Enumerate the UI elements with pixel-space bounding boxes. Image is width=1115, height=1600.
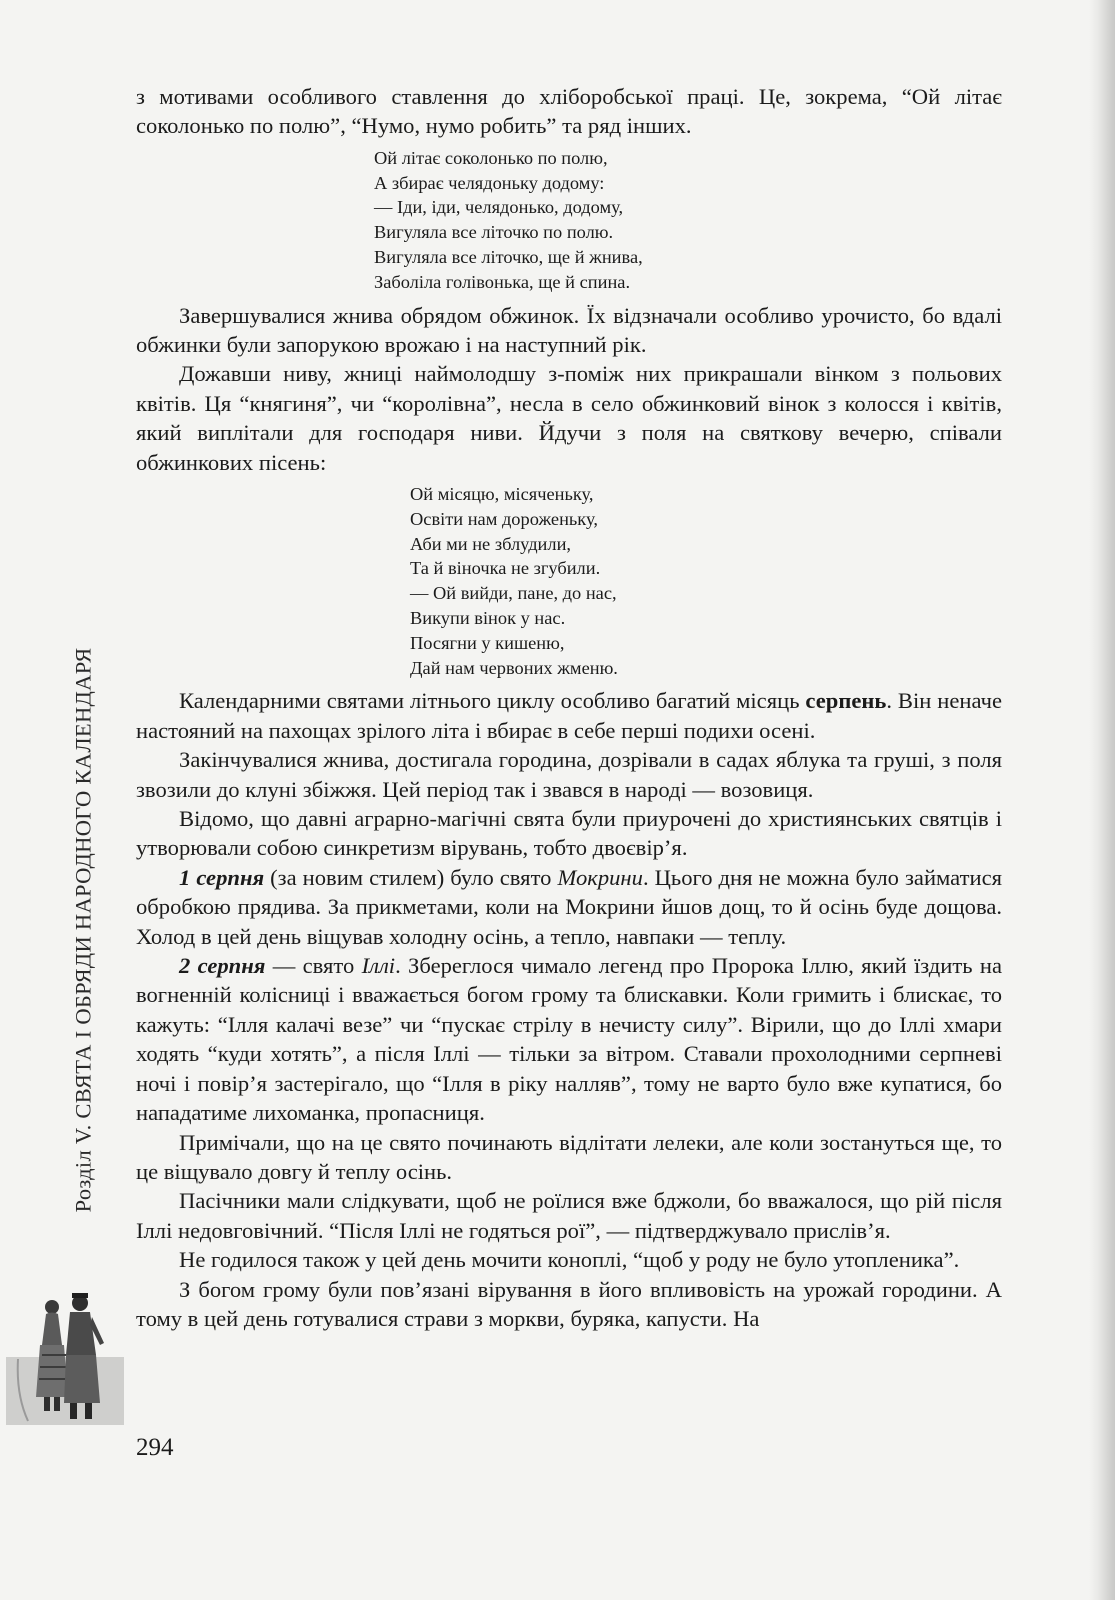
poem-line: — Іди, іди, челядонько, додому, — [374, 197, 624, 218]
date-term: 1 серпня — [179, 864, 265, 890]
poem-misiatsiu — [136, 482, 1002, 680]
text-run: (за новим стилем) було свято — [264, 864, 558, 890]
poem-line: Аби ми не зблудили, — [410, 533, 572, 554]
paragraph — [136, 686, 1002, 745]
paragraph — [136, 863, 1002, 951]
poem-line: Викупи вінок у нас. — [410, 608, 566, 629]
paragraph — [136, 951, 1002, 1127]
paragraph: Пасічники мали слідкувати, щоб не роїлися вже бджоли, бо вважалося, що рій після Іллі недовговічний. “Після Іллі не годяться рої”, — підтверджувало прислів’я. — [136, 1188, 1002, 1243]
text-run: . Він неначе настояний на пахощах зрілого літа і вбирає в себе перші подихи осені. — [136, 688, 1002, 743]
poem-line: Та й віночка не згубили. — [410, 558, 601, 579]
holiday-name: Мокрини — [557, 864, 643, 890]
month-term: серпень — [805, 688, 887, 714]
text-run: Календарними святами літнього циклу особливо багатий місяць — [179, 688, 806, 714]
holiday-name: Іллі — [361, 953, 396, 979]
poem-sokolonko — [136, 146, 1002, 295]
paragraph: З богом грому були пов’язані вірування в його впливовість на урожай городини. А тому в цей день готувалися страви з моркви, буряка, капусти. На — [136, 1276, 1002, 1331]
page-body — [136, 82, 1002, 1333]
poem-line: Дай нам червоних жменю. — [410, 657, 618, 678]
page-edge-shadow — [1089, 0, 1115, 1600]
poem-line: Посягни у кишеню, — [410, 632, 565, 653]
paragraph: Відомо, що давні аграрно-магічні свята були приурочені до християнських святців і утворювали собою синкретизм вірувань, тобто двоєвір’я. — [136, 806, 1002, 861]
running-title-vertical — [58, 600, 108, 1260]
text-run: . Цього дня не можна було займатися обробкою прядива. За прикметами, коли на Мокрини йшов дощ, то й осінь буде дощова. Холод в цей день віщував холодну осінь, а тепло, навпаки — теплу. — [136, 864, 1003, 949]
running-title-text: Розділ V. СВЯТА І ОБРЯДИ НАРОДНОГО КАЛЕНДАРЯ — [70, 647, 95, 1213]
page-number: 294 — [136, 1434, 174, 1461]
text-run: . Збереглося чимало легенд про Пророка Іллю, який їздить на вогненній колісниці і вважається богом грому та блискавки. Коли гримить і блискає, то кажуть: “Ілля калачі везе” чи “пускає стрілу в нечисту силу”. Вірили, що до Іллі хмари ходять “куди хотять”, а після Іллі — тільки за вітром. Ставали прохолодними серпневі ночі і повір’я застерігало, що “Ілля в ріку налляв”, тому не варто було вже купатися, бо нападатиме лихоманка, пропасниця. — [136, 953, 1002, 1126]
paragraph: Дожавши ниву, жниці наймолодшу з-поміж них прикрашали вінком з польових квітів. Ця “княгиня”, чи “королівна”, несла в село обжинковий вінок з колосся і квітів, який виплітали для господаря ниви. Йдучи з поля на святкову вечерю, співали обжинкових пісень: — [136, 361, 1002, 475]
date-term: 2 серпня — [179, 953, 266, 979]
poem-line: Вигуляла все літочко по полю. — [374, 222, 614, 243]
paragraph: з мотивами особливого ставлення до хліборобської праці. Це, зокрема, “Ой літає соколонько по полю”, “Нумо, нумо робить” та ряд інших. — [136, 84, 1002, 139]
poem-line: Ой місяцю, місяченьку, — [410, 484, 594, 505]
poem-line: — Ой вийди, пане, до нас, — [410, 583, 617, 604]
paragraph: Завершувалися жнива обрядом обжинок. Їх відзначали особливо урочисто, бо вдалі обжинки були запорукою врожаю і на наступний рік. — [136, 302, 1002, 357]
paragraph: Не годилося також у цей день мочити коноплі, “щоб у роду не було утопленика”. — [179, 1247, 960, 1273]
paragraph: Закінчувалися жнива, достигала городина, дозрівали в садах яблука та груші, з поля звозили до клуні збіжжя. Цей період так і звався в народі — возовиця. — [136, 747, 1002, 802]
poem-line: Освіти нам дороженьку, — [410, 508, 598, 529]
poem-line: Вигуляла все літочко, ще й жнива, — [374, 247, 643, 267]
poem-line: А збирає челядоньку додому: — [374, 172, 605, 193]
paragraph: Примічали, що на це свято починають відлітати лелеки, але коли зостануться ще, то це віщувало довгу й теплу осінь. — [136, 1129, 1002, 1184]
folk-figures-illustration — [6, 1285, 124, 1425]
poem-line: Ой літає соколонько по полю, — [374, 147, 608, 168]
text-run: — свято — [265, 953, 362, 979]
poem-line: Заболіла голівонька, ще й спина. — [374, 271, 631, 292]
